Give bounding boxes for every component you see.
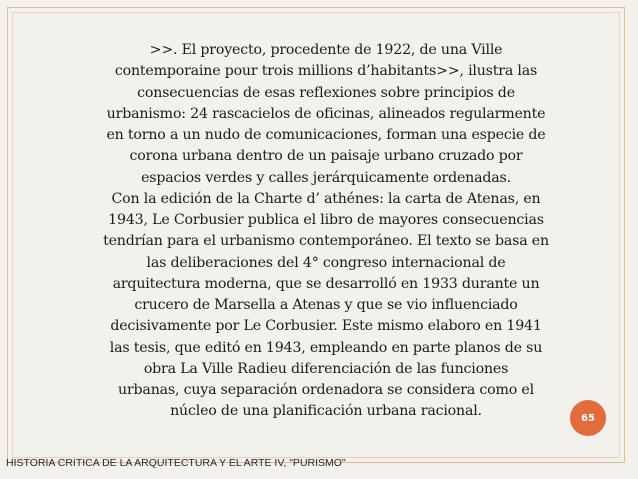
page-number-badge: 65 <box>570 400 606 436</box>
body-line: espacios verdes y calles jerárquicamente ordenadas. <box>141 169 511 186</box>
body-line: Con la edición de la Charte d’ athénes: la carta de Atenas, en <box>111 190 541 207</box>
footer-text: HISTORIA CRITICA DE LA ARQUITECTURA Y EL ARTE IV, "PURISMO" <box>6 457 346 469</box>
body-line: contemporaine pour trois millions d’habitants>>, ilustra las <box>114 63 538 80</box>
body-line: núcleo de una planificación urbana racional. <box>170 403 482 420</box>
body-line: tendrían para el urbanismo contemporáneo. El texto se basa en <box>103 233 549 250</box>
body-line: 1943, Le Corbusier publica el libro de mayores consecuencias <box>108 212 544 228</box>
body-line: crucero de Marsella a Atenas y que se vio influenciado <box>134 297 518 313</box>
body-line: las tesis, que editó en 1943, empleando en parte planos de su <box>109 339 543 356</box>
body-line: >>. El proyecto, procedente de 1922, de una Ville <box>149 42 503 58</box>
body-line: obra La Ville Radieu diferenciación de las funciones <box>143 360 509 377</box>
body-line: urbanismo: 24 rascacielos de oficinas, alineados regularmente <box>106 105 546 122</box>
body-line: arquitectura moderna, que se desarrolló en 1933 durante un <box>112 275 540 292</box>
body-line: en torno a un nudo de comunicaciones, forman una especie de <box>106 127 546 143</box>
body-line: decisivamente por Le Corbusier. Este mismo elaboro en 1941 <box>110 318 542 335</box>
body-line: consecuencias de esas reflexiones sobre principios de <box>137 84 515 101</box>
body-text <box>72 40 580 423</box>
body-line: urbanas, cuya separación ordenadora se considera como el <box>118 382 534 398</box>
body-line: corona urbana dentro de un paisaje urbano cruzado por <box>129 148 523 165</box>
body-line: las deliberaciones del 4° congreso internacional de <box>146 254 506 271</box>
